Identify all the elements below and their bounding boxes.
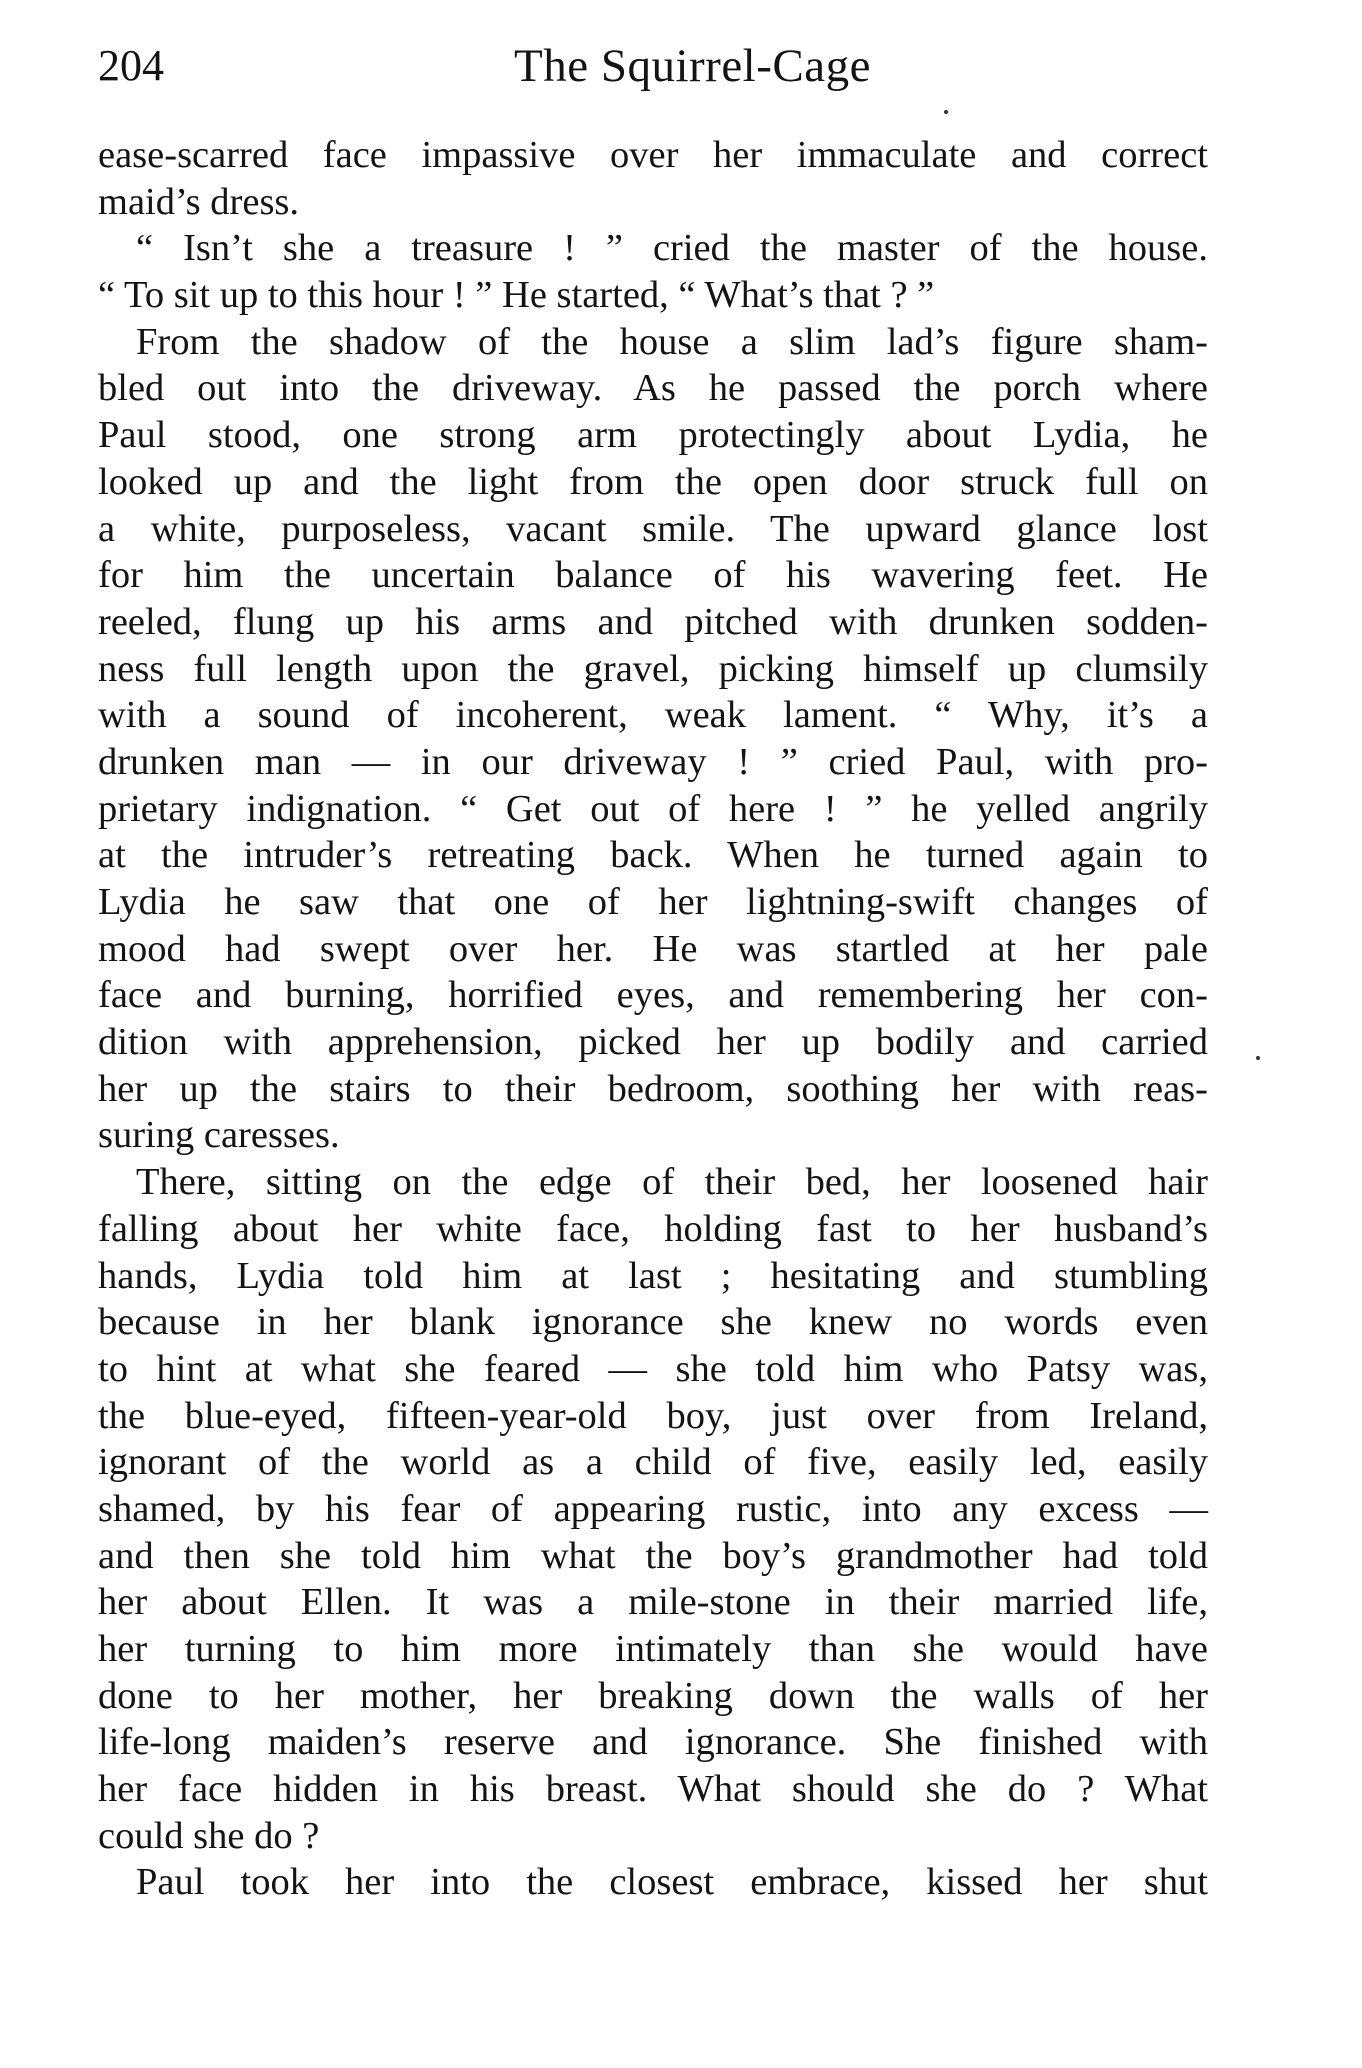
page-number: 204 xyxy=(98,41,164,90)
text-line: life-long maiden’s reserve and ignorance. She finished with xyxy=(98,1721,1208,1764)
text-line: and then she told him what the boy’s grandmother had told xyxy=(98,1534,1208,1577)
page-header xyxy=(98,36,1208,96)
print-speck xyxy=(944,110,948,114)
text-line: ignorant of the world as a child of five, easily led, easily xyxy=(98,1441,1208,1484)
text-line: From the shadow of the house a slim lad’s figure sham- xyxy=(136,320,1208,363)
text-line: her turning to him more intimately than she would have xyxy=(98,1628,1208,1670)
text-line: ness full length upon the gravel, picking himself up clumsily xyxy=(98,647,1208,690)
text-line: Paul stood, one strong arm protectingly about Lydia, he xyxy=(98,414,1208,457)
text-line: at the intruder’s retreating back. When he turned again to xyxy=(98,834,1208,877)
text-line: hands, Lydia told him at last ; hesitating and stumbling xyxy=(98,1254,1208,1297)
text-line: Lydia he saw that one of her lightning-swift changes of xyxy=(98,881,1208,923)
text-line: drunken man — in our driveway ! ” cried Paul, with pro- xyxy=(98,740,1208,783)
text-line: mood had swept over her. He was startled at her pale xyxy=(98,927,1208,970)
running-title: The Squirrel-Cage xyxy=(514,40,871,92)
text-line: a white, purposeless, vacant smile. The upward glance lost xyxy=(98,507,1208,550)
text-line: “ To sit up to this hour ! ” He started, “ What’s that ? ” xyxy=(98,274,935,317)
text-line: There, sitting on the edge of their bed, her loosened hair xyxy=(136,1161,1208,1204)
text-line: prietary indignation. “ Get out of here ! ” he yelled angrily xyxy=(98,787,1208,830)
text-line: with a sound of incoherent, weak lament. “ Why, it’s a xyxy=(98,694,1208,737)
text-line: bled out into the driveway. As he passed the porch where xyxy=(98,367,1208,410)
text-line: Paul took her into the closest embrace, kissed her shut xyxy=(136,1861,1208,1904)
text-line: face and burning, horrified eyes, and remembering her con- xyxy=(98,974,1208,1017)
text-line: suring caresses. xyxy=(98,1114,340,1157)
text-line: looked up and the light from the open door struck full on xyxy=(98,460,1208,503)
text-line: her about Ellen. It was a mile-stone in their married life, xyxy=(98,1581,1208,1624)
text-line: maid’s dress. xyxy=(98,180,300,223)
text-line: for him the uncertain balance of his wavering feet. He xyxy=(98,554,1208,597)
text-line: ease-scarred face impassive over her immaculate and correct xyxy=(98,134,1208,176)
text-line: her face hidden in his breast. What should she do ? What xyxy=(98,1768,1208,1811)
text-line: because in her blank ignorance she knew no words even xyxy=(98,1301,1208,1344)
text-line: falling about her white face, holding fast to her husband’s xyxy=(98,1207,1208,1250)
text-line: dition with apprehension, picked her up bodily and carried xyxy=(98,1021,1208,1064)
text-line: reeled, flung up his arms and pitched with drunken sodden- xyxy=(98,600,1208,643)
text-line: the blue-eyed, fifteen-year-old boy, just over from Ireland, xyxy=(98,1394,1208,1437)
text-line: “ Isn’t she a treasure ! ” cried the master of the house. xyxy=(136,227,1208,270)
print-speck xyxy=(1256,1056,1260,1060)
text-line: done to her mother, her breaking down the walls of her xyxy=(98,1674,1208,1717)
text-line: could she do ? xyxy=(98,1814,320,1857)
body-text xyxy=(98,132,1208,1906)
text-line: her up the stairs to their bedroom, soothing her with reas- xyxy=(98,1067,1208,1110)
text-line: to hint at what she feared — she told him who Patsy was, xyxy=(98,1347,1208,1390)
text-line: shamed, by his fear of appearing rustic, into any excess — xyxy=(98,1487,1208,1530)
